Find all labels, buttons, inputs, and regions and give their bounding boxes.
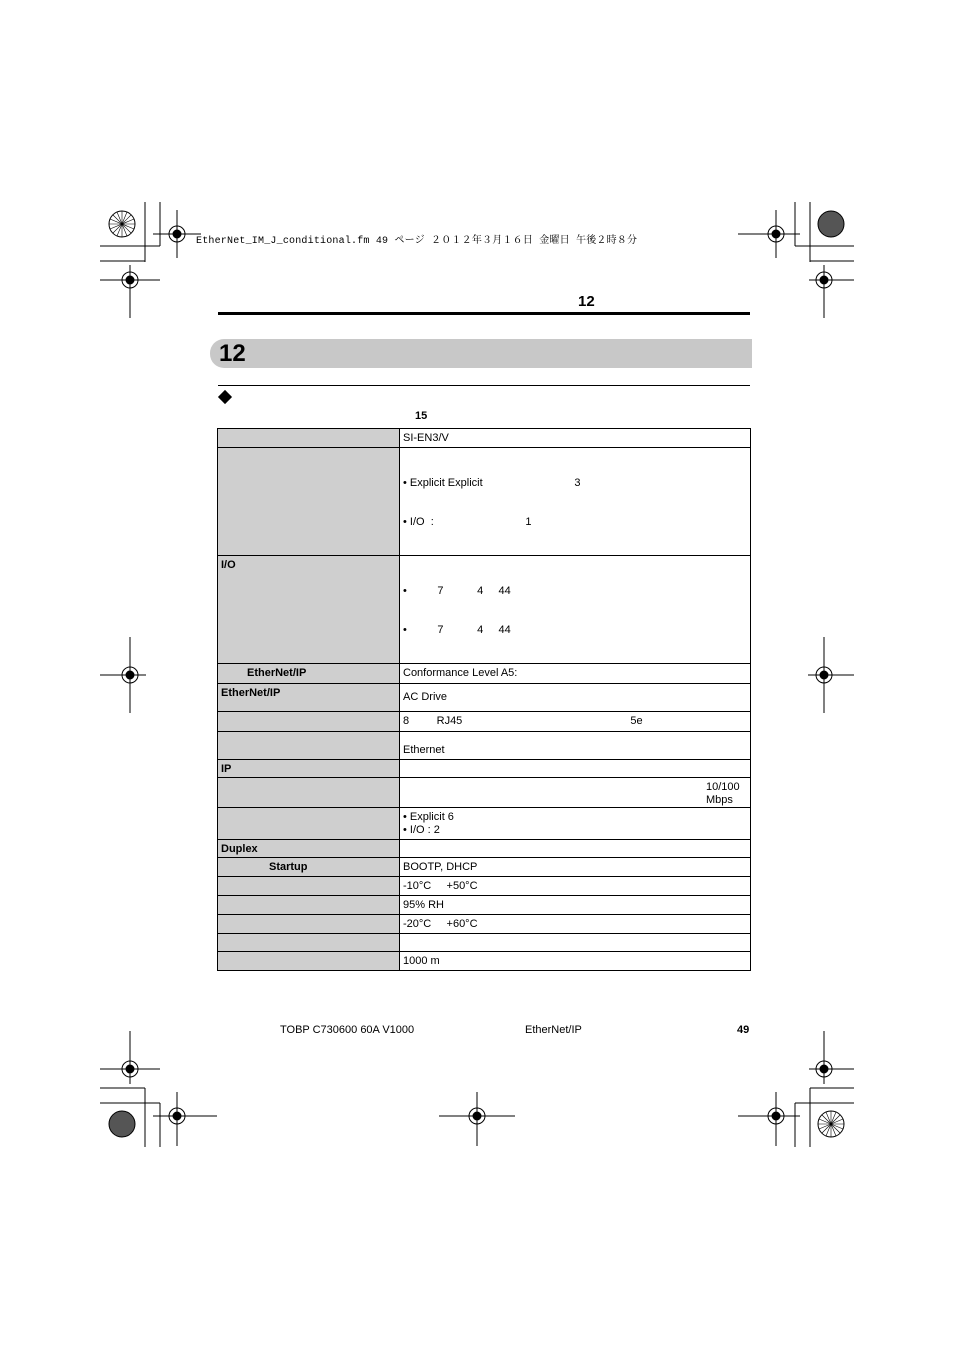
row-label [218, 448, 400, 556]
row-label [218, 952, 400, 971]
table-row [218, 934, 751, 952]
chapter-number: 12 [219, 340, 246, 367]
row-label: Startup [218, 858, 400, 877]
header-rule [218, 312, 750, 315]
row-value: 1000 m [403, 955, 440, 967]
row-label [218, 429, 400, 448]
footer-page-number: 49 [737, 1024, 750, 1036]
table-row [218, 840, 751, 858]
row-label [218, 808, 400, 840]
running-header-chapter-number: 12 [578, 293, 595, 310]
row-label: I/O [218, 556, 400, 664]
row-label [218, 915, 400, 934]
row-value: -20°C +60°C [403, 918, 478, 930]
table-row [218, 684, 751, 712]
row-label: EtherNet/IP [218, 684, 400, 712]
table-row [218, 429, 751, 448]
row-label [218, 732, 400, 760]
row-label [218, 877, 400, 896]
table-row [218, 664, 751, 684]
row-value: • 7 4 44 [403, 624, 511, 636]
table-row [218, 448, 751, 556]
row-value: 8 RJ45 5e [403, 715, 643, 727]
row-value: • I/O : 1 [403, 516, 532, 528]
table-row [218, 712, 751, 732]
row-value: • 7 4 44 [403, 585, 511, 597]
row-value: SI-EN3/V [403, 432, 449, 444]
row-value: Ethernet [403, 744, 445, 756]
table-row [218, 877, 751, 896]
row-value: -10°C +50°C [403, 880, 478, 892]
row-label [218, 778, 400, 808]
header-file-info: EtherNet_IM_J_conditional.fm 49 ページ ２０１２年３月１６日 金曜日 午後２時８分 [196, 236, 638, 247]
row-label: EtherNet/IP [218, 664, 400, 684]
table-row [218, 778, 751, 808]
row-label [218, 934, 400, 952]
table-row [218, 556, 751, 664]
table-row [218, 808, 751, 840]
row-value: Conformance Level A5: [403, 667, 518, 679]
chapter-title-band [210, 339, 752, 368]
row-value: BOOTP, DHCP [403, 861, 478, 873]
row-value: 10/100 Mbps [706, 781, 740, 806]
table-row [218, 915, 751, 934]
row-label [218, 896, 400, 915]
table-row [218, 952, 751, 971]
row-label: IP [218, 760, 400, 778]
row-value: AC Drive [403, 691, 448, 703]
row-value: 95% RH [403, 899, 444, 911]
table-row [218, 896, 751, 915]
table-row [218, 732, 751, 760]
footer-doc-number: TOBP C730600 60A V1000 [280, 1024, 415, 1036]
footer-title: EtherNet/IP [525, 1024, 582, 1036]
table-row [218, 760, 751, 778]
table-row [218, 858, 751, 877]
row-value: • Explicit 6 [403, 811, 454, 823]
row-value: • Explicit Explicit 3 [403, 477, 581, 489]
specification-table [217, 428, 751, 971]
note-number: 15 [415, 410, 428, 422]
section-rule [218, 385, 750, 386]
row-label: Duplex [218, 840, 400, 858]
row-label [218, 712, 400, 732]
row-value: • I/O : 2 [403, 824, 440, 836]
